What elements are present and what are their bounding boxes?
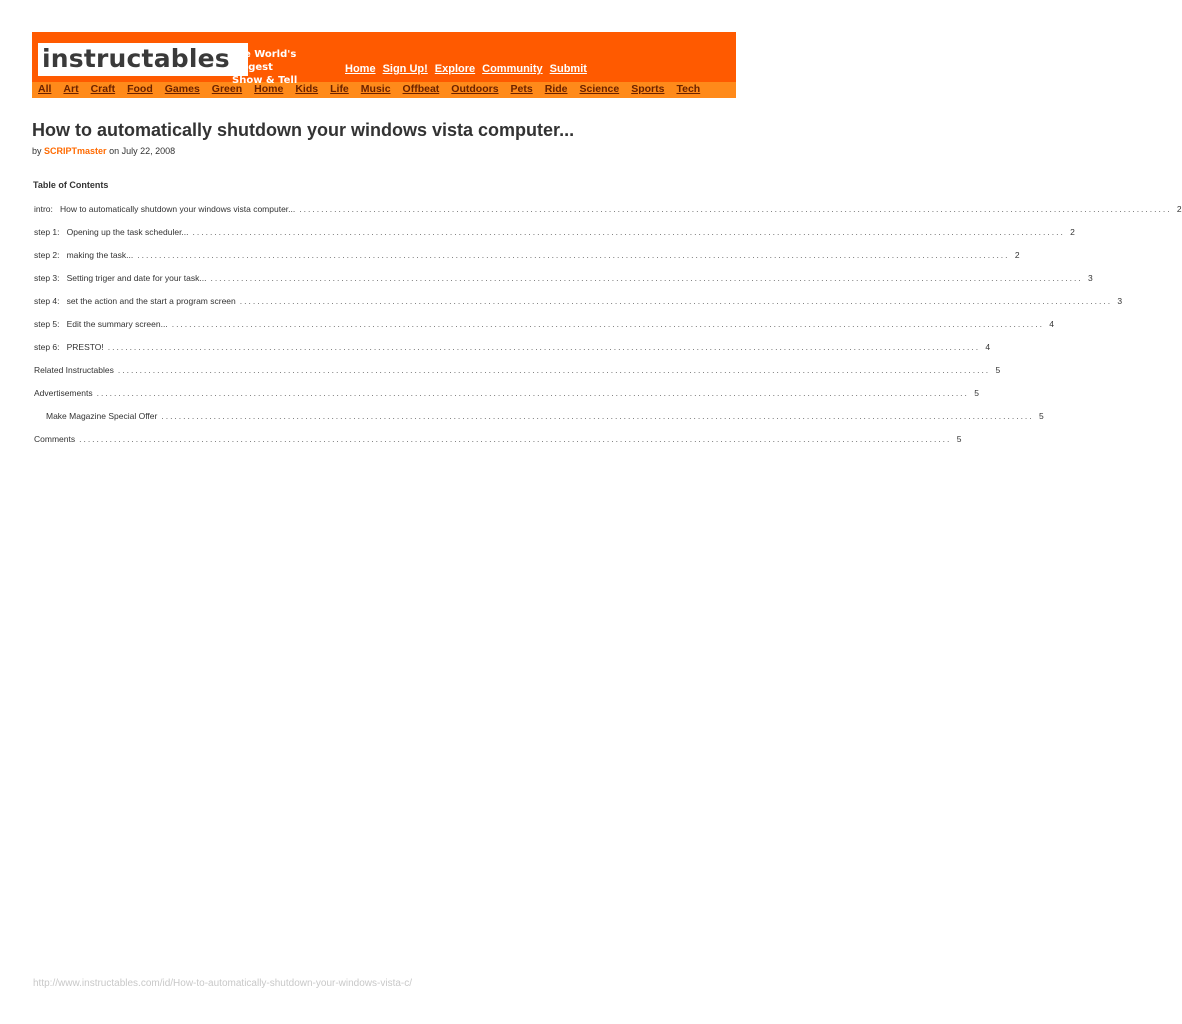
toc-page-number: 2 xyxy=(1070,227,1075,237)
table-of-contents xyxy=(34,204,1182,457)
category-link-all[interactable]: All xyxy=(38,83,52,95)
category-link-science[interactable]: Science xyxy=(579,83,620,95)
toc-page-number: 2 xyxy=(1176,204,1182,214)
toc-entry-label: step 5: Edit the summary screen... xyxy=(34,319,168,329)
category-link-kids[interactable]: Kids xyxy=(295,83,319,95)
category-link-offbeat[interactable]: Offbeat xyxy=(402,83,440,95)
toc-entry-label: intro: How to automatically shutdown your windows vista computer... xyxy=(34,204,296,214)
toc-entry-label: step 1: Opening up the task scheduler... xyxy=(34,227,189,237)
byline-prefix: by xyxy=(32,146,42,156)
category-link-home[interactable]: Home xyxy=(254,83,284,95)
toc-entry-related[interactable] xyxy=(34,365,1001,388)
category-link-pets[interactable]: Pets xyxy=(510,83,533,95)
nav-link-sign-up[interactable]: Sign Up! xyxy=(382,63,428,75)
toc-page-number: 5 xyxy=(956,434,962,444)
nav-link-explore[interactable]: Explore xyxy=(434,63,476,75)
toc-entry-step-1[interactable] xyxy=(34,227,1075,250)
tagline-line-2: Show & Tell xyxy=(232,75,298,86)
toc-dot-leader: ........................................................................................................................................................................................................ xyxy=(161,411,1034,421)
toc-page-number: 3 xyxy=(1117,296,1123,306)
nav-link-home[interactable]: Home xyxy=(345,63,376,75)
category-link-food[interactable]: Food xyxy=(127,83,153,95)
category-link-music[interactable]: Music xyxy=(360,83,391,95)
toc-dot-leader: ........................................................................................................................................................................................................ xyxy=(210,273,1083,283)
toc-page-number: 4 xyxy=(1049,319,1055,329)
category-link-ride[interactable]: Ride xyxy=(544,83,568,95)
toc-entry-label: Comments xyxy=(34,434,76,444)
toc-entry-label: step 4: set the action and the start a program screen xyxy=(34,296,236,306)
toc-page-number: 2 xyxy=(1014,250,1020,260)
byline-date: on July 22, 2008 xyxy=(109,146,176,156)
category-link-games[interactable]: Games xyxy=(164,83,200,95)
toc-page-number: 5 xyxy=(974,388,979,398)
category-link-art[interactable]: Art xyxy=(63,83,79,95)
toc-page-number: 3 xyxy=(1088,273,1093,283)
toc-entry-label: Make Magazine Special Offer xyxy=(46,411,158,421)
category-link-craft[interactable]: Craft xyxy=(90,83,116,95)
toc-dot-leader: ........................................................................................................................................................................................................ xyxy=(96,388,969,398)
category-link-green[interactable]: Green xyxy=(211,83,243,95)
nav-link-community[interactable]: Community xyxy=(482,63,543,75)
toc-entry-make-magazine[interactable] xyxy=(34,411,1044,434)
toc-page-number: 5 xyxy=(995,365,1001,375)
category-link-outdoors[interactable]: Outdoors xyxy=(451,83,499,95)
toc-dot-leader: ........................................................................................................................................................................................................ xyxy=(117,365,991,375)
toc-entry-comments[interactable] xyxy=(34,434,962,457)
toc-entry-label: Advertisements xyxy=(34,388,93,398)
toc-entry-step-4[interactable] xyxy=(34,296,1123,319)
toc-entry-label: step 2: making the task... xyxy=(34,250,134,260)
nav-link-submit[interactable]: Submit xyxy=(549,63,587,75)
tagline-line-1: The World's Biggest xyxy=(230,49,297,73)
article-byline xyxy=(32,146,175,156)
toc-entry-label: Related Instructables xyxy=(34,365,114,375)
page-title: How to automatically shutdown your windows vista computer... xyxy=(32,120,575,140)
toc-entry-intro[interactable] xyxy=(34,204,1182,227)
toc-dot-leader: ........................................................................................................................................................................................................ xyxy=(107,342,981,352)
toc-page-number: 4 xyxy=(985,342,991,352)
category-link-sports[interactable]: Sports xyxy=(631,83,665,95)
toc-entry-step-5[interactable] xyxy=(34,319,1055,342)
toc-entry-step-6[interactable] xyxy=(34,342,991,365)
toc-entry-label: step 6: PRESTO! xyxy=(34,342,104,352)
toc-dot-leader: ........................................................................................................................................................................................................ xyxy=(299,204,1172,214)
category-link-tech[interactable]: Tech xyxy=(676,83,701,95)
toc-dot-leader: ........................................................................................................................................................................................................ xyxy=(79,434,952,444)
toc-page-number: 5 xyxy=(1038,411,1044,421)
toc-entry-label: step 3: Setting triger and date for your task... xyxy=(34,273,207,283)
site-tagline xyxy=(230,48,338,87)
toc-dot-leader: ........................................................................................................................................................................................................ xyxy=(192,227,1065,237)
site-logo[interactable] xyxy=(38,43,248,76)
logo-text: instructables xyxy=(42,44,230,73)
site-banner xyxy=(32,32,736,98)
toc-dot-leader: ........................................................................................................................................................................................................ xyxy=(239,296,1113,306)
top-nav xyxy=(345,63,587,75)
author-link[interactable]: SCRIPTmaster xyxy=(44,146,107,156)
toc-entry-advertisements[interactable] xyxy=(34,388,979,411)
toc-entry-step-3[interactable] xyxy=(34,273,1093,296)
toc-dot-leader: ........................................................................................................................................................................................................ xyxy=(137,250,1010,260)
category-link-life[interactable]: Life xyxy=(330,83,349,95)
toc-entry-step-2[interactable] xyxy=(34,250,1020,273)
category-nav xyxy=(38,83,700,95)
toc-heading: Table of Contents xyxy=(33,180,109,190)
toc-dot-leader: ........................................................................................................................................................................................................ xyxy=(171,319,1045,329)
footer-url[interactable]: http://www.instructables.com/id/How-to-automatically-shutdown-your-windows-vista-c/ xyxy=(33,978,413,989)
